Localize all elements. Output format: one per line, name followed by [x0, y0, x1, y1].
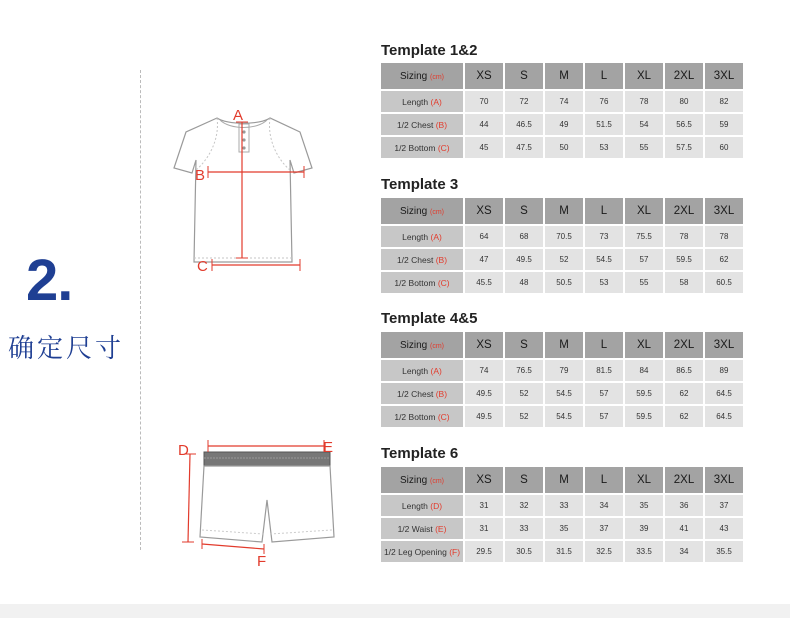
cell: 49.5 — [505, 249, 543, 270]
cell: 31 — [465, 518, 503, 539]
cell: 60 — [705, 137, 743, 158]
cell: 55 — [625, 137, 663, 158]
size-header: S — [505, 467, 543, 493]
size-header: 3XL — [705, 467, 743, 493]
size-table — [379, 61, 745, 160]
cell: 46.5 — [505, 114, 543, 135]
table-header-row — [381, 467, 743, 493]
table-row — [381, 518, 743, 539]
cell: 86.5 — [665, 360, 703, 381]
cell: 76 — [585, 91, 623, 112]
cell: 78 — [705, 226, 743, 247]
cell: 55 — [625, 272, 663, 293]
table-title: Template 6 — [381, 445, 459, 462]
label-f: F — [257, 553, 267, 570]
step-title: 确定尺寸 — [8, 334, 125, 364]
cell: 52 — [505, 383, 543, 404]
size-header: XL — [625, 63, 663, 89]
cell: 48 — [505, 272, 543, 293]
row-label: 1/2 Chest (B) — [381, 383, 463, 404]
cell: 64.5 — [705, 383, 743, 404]
cell: 37 — [705, 495, 743, 516]
cell: 35 — [625, 495, 663, 516]
cell: 57 — [585, 406, 623, 427]
size-header: M — [545, 332, 583, 358]
header-label-cell: Sizing (cm) — [381, 63, 463, 89]
cell: 76.5 — [505, 360, 543, 381]
divider-line — [140, 70, 141, 550]
cell: 50 — [545, 137, 583, 158]
row-label: Length (D) — [381, 495, 463, 516]
size-header: XS — [465, 63, 503, 89]
cell: 75.5 — [625, 226, 663, 247]
cell: 62 — [665, 383, 703, 404]
size-header: L — [585, 198, 623, 224]
cell: 29.5 — [465, 541, 503, 562]
size-header: XL — [625, 198, 663, 224]
cell: 54.5 — [545, 383, 583, 404]
row-label: 1/2 Chest (B) — [381, 114, 463, 135]
cell: 45 — [465, 137, 503, 158]
cell: 43 — [705, 518, 743, 539]
cell: 57 — [585, 383, 623, 404]
table-row — [381, 383, 743, 404]
size-header: S — [505, 63, 543, 89]
step-number: 2. — [26, 248, 73, 313]
bottom-strip — [0, 604, 790, 618]
shirt-diagram — [172, 100, 322, 280]
label-a: A — [233, 107, 244, 124]
row-label: 1/2 Chest (B) — [381, 249, 463, 270]
cell: 57.5 — [665, 137, 703, 158]
row-label: 1/2 Bottom (C) — [381, 272, 463, 293]
cell: 35.5 — [705, 541, 743, 562]
label-e: E — [323, 439, 334, 456]
table-row — [381, 137, 743, 158]
size-header: XS — [465, 332, 503, 358]
size-header: S — [505, 198, 543, 224]
cell: 68 — [505, 226, 543, 247]
table-title: Template 1&2 — [381, 42, 478, 59]
cell: 73 — [585, 226, 623, 247]
table-header-row — [381, 198, 743, 224]
cell: 37 — [585, 518, 623, 539]
cell: 59.5 — [665, 249, 703, 270]
size-header: S — [505, 332, 543, 358]
table-row — [381, 226, 743, 247]
size-header: XL — [625, 332, 663, 358]
cell: 49.5 — [465, 406, 503, 427]
cell: 52 — [545, 249, 583, 270]
cell: 44 — [465, 114, 503, 135]
row-label: Length (A) — [381, 226, 463, 247]
cell: 34 — [665, 541, 703, 562]
size-header: 2XL — [665, 332, 703, 358]
size-table — [379, 330, 745, 429]
size-header: M — [545, 63, 583, 89]
table-row — [381, 249, 743, 270]
cell: 82 — [705, 91, 743, 112]
size-header: L — [585, 332, 623, 358]
cell: 45.5 — [465, 272, 503, 293]
header-label-cell: Sizing (cm) — [381, 198, 463, 224]
cell: 35 — [545, 518, 583, 539]
cell: 47.5 — [505, 137, 543, 158]
size-header: 2XL — [665, 63, 703, 89]
cell: 78 — [625, 91, 663, 112]
cell: 64.5 — [705, 406, 743, 427]
cell: 74 — [465, 360, 503, 381]
header-label-cell: Sizing (cm) — [381, 467, 463, 493]
size-header: XS — [465, 467, 503, 493]
table-row — [381, 495, 743, 516]
table-row — [381, 114, 743, 135]
row-label: Length (A) — [381, 91, 463, 112]
cell: 33 — [505, 518, 543, 539]
cell: 54 — [625, 114, 663, 135]
size-header: L — [585, 467, 623, 493]
size-header: M — [545, 198, 583, 224]
table-title: Template 4&5 — [381, 310, 478, 327]
size-header: L — [585, 63, 623, 89]
size-table — [379, 196, 745, 295]
label-c: C — [197, 258, 208, 275]
table-row — [381, 406, 743, 427]
size-header: 3XL — [705, 63, 743, 89]
cell: 49.5 — [465, 383, 503, 404]
cell: 59.5 — [625, 383, 663, 404]
size-header: 3XL — [705, 332, 743, 358]
cell: 59 — [705, 114, 743, 135]
cell: 51.5 — [585, 114, 623, 135]
cell: 58 — [665, 272, 703, 293]
table-header-row — [381, 332, 743, 358]
row-label: 1/2 Bottom (C) — [381, 406, 463, 427]
cell: 49 — [545, 114, 583, 135]
header-label-cell: Sizing (cm) — [381, 332, 463, 358]
cell: 81.5 — [585, 360, 623, 381]
row-label: Length (A) — [381, 360, 463, 381]
cell: 30.5 — [505, 541, 543, 562]
shorts-diagram — [172, 432, 342, 572]
table-row — [381, 272, 743, 293]
cell: 80 — [665, 91, 703, 112]
cell: 33.5 — [625, 541, 663, 562]
cell: 70 — [465, 91, 503, 112]
cell: 32 — [505, 495, 543, 516]
cell: 36 — [665, 495, 703, 516]
cell: 54.5 — [545, 406, 583, 427]
table-row — [381, 91, 743, 112]
label-b: B — [195, 167, 206, 184]
row-label: 1/2 Leg Opening (F) — [381, 541, 463, 562]
cell: 59.5 — [625, 406, 663, 427]
cell: 31.5 — [545, 541, 583, 562]
cell: 41 — [665, 518, 703, 539]
size-header: XL — [625, 467, 663, 493]
row-label: 1/2 Bottom (C) — [381, 137, 463, 158]
cell: 60.5 — [705, 272, 743, 293]
cell: 62 — [705, 249, 743, 270]
cell: 56.5 — [665, 114, 703, 135]
cell: 79 — [545, 360, 583, 381]
cell: 57 — [625, 249, 663, 270]
cell: 70.5 — [545, 226, 583, 247]
cell: 62 — [665, 406, 703, 427]
cell: 32.5 — [585, 541, 623, 562]
cell: 84 — [625, 360, 663, 381]
size-header: 3XL — [705, 198, 743, 224]
cell: 53 — [585, 137, 623, 158]
cell: 34 — [585, 495, 623, 516]
cell: 72 — [505, 91, 543, 112]
label-d: D — [178, 442, 189, 459]
cell: 47 — [465, 249, 503, 270]
cell: 31 — [465, 495, 503, 516]
cell: 64 — [465, 226, 503, 247]
table-row — [381, 360, 743, 381]
cell: 33 — [545, 495, 583, 516]
table-row — [381, 541, 743, 562]
cell: 53 — [585, 272, 623, 293]
table-header-row — [381, 63, 743, 89]
size-header: M — [545, 467, 583, 493]
cell: 39 — [625, 518, 663, 539]
cell: 50.5 — [545, 272, 583, 293]
size-table — [379, 465, 745, 564]
cell: 54.5 — [585, 249, 623, 270]
row-label: 1/2 Waist (E) — [381, 518, 463, 539]
cell: 78 — [665, 226, 703, 247]
size-header: XS — [465, 198, 503, 224]
size-header: 2XL — [665, 198, 703, 224]
cell: 52 — [505, 406, 543, 427]
cell: 89 — [705, 360, 743, 381]
cell: 74 — [545, 91, 583, 112]
table-title: Template 3 — [381, 176, 459, 193]
size-header: 2XL — [665, 467, 703, 493]
